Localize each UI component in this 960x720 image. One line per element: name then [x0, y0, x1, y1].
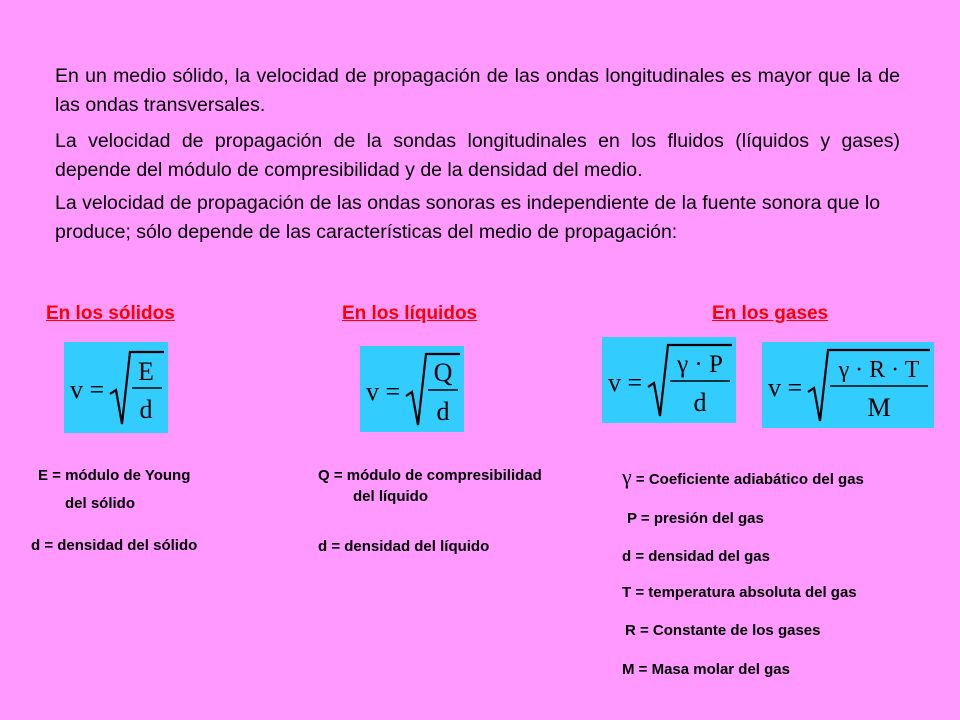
- heading-solids: En los sólidos: [46, 303, 175, 324]
- def-adiabatic-coefficient: [622, 464, 864, 490]
- def-adiabatic-text: = Coeficiente adiabático del gas: [631, 471, 864, 488]
- formula-liquid: [360, 346, 464, 432]
- def-gas-density: d = densidad del gas: [622, 548, 770, 565]
- formula-liquid-lhs: v =: [366, 377, 401, 406]
- heading-liquids: En los líquidos: [342, 303, 478, 324]
- gamma-symbol: γ: [622, 464, 632, 489]
- def-young-modulus-cont: del sólido: [65, 495, 136, 512]
- def-gas-constant: R = Constante de los gases: [625, 622, 821, 639]
- formula-gas2-lhs: v =: [768, 373, 803, 402]
- formula-gas-pressure: [602, 337, 736, 423]
- def-compressibility-modulus: Q = módulo de compresibilidad: [318, 467, 542, 484]
- heading-gases: En los gases: [712, 303, 829, 324]
- formula-gas-temperature: [762, 342, 934, 428]
- formula-gas2-den: M: [867, 393, 891, 422]
- formula-gas1-num: γ · P: [677, 351, 723, 378]
- formula-gas1-lhs: v =: [608, 368, 643, 397]
- formula-gas1-den: d: [693, 388, 707, 417]
- formula-solid: [64, 342, 168, 433]
- def-young-modulus: E = módulo de Young: [38, 467, 191, 484]
- formula-gas2-num: γ · R · T: [838, 357, 920, 383]
- def-gas-pressure: P = presión del gas: [627, 510, 764, 527]
- formula-solid-num: E: [138, 357, 154, 386]
- formula-solid-den: d: [139, 395, 153, 424]
- paragraph-medium-dependence: La velocidad de propagación de las ondas sonoras es independiente de la fuente sonora que lo produce; sólo depende de las características del medio de propagación:: [55, 192, 881, 243]
- def-gas-temperature: T = temperatura absoluta del gas: [622, 584, 857, 601]
- paragraph-fluid-speed: La velocidad de propagación de la sondas longitudinales en los fluidos (líquidos y gases) depende del módulo de compresibilidad y de la densidad del medio.: [55, 130, 900, 181]
- paragraph-solid-speed: En un medio sólido, la velocidad de propagación de las ondas longitudinales es mayor que la de las ondas transversales.: [55, 65, 900, 116]
- formula-liquid-den: d: [436, 397, 450, 426]
- def-liquid-density: d = densidad del líquido: [318, 538, 490, 555]
- def-solid-density: d = densidad del sólido: [31, 537, 198, 554]
- def-molar-mass: M = Masa molar del gas: [622, 661, 790, 678]
- formula-solid-lhs: v =: [70, 375, 105, 404]
- formula-liquid-num: Q: [433, 358, 453, 387]
- def-compressibility-modulus-cont: del líquido: [353, 488, 428, 505]
